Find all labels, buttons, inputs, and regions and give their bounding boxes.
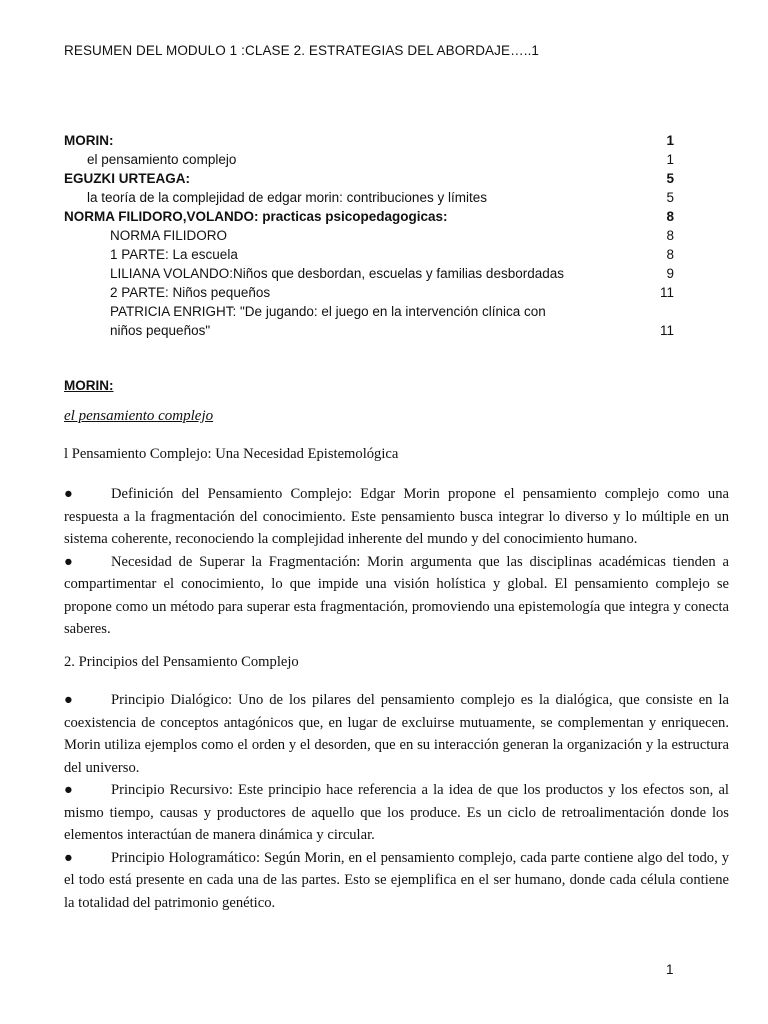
bullet-list (64, 689, 729, 914)
toc-entry-page: 1 (666, 152, 674, 167)
toc-entry-page: 11 (659, 323, 674, 338)
toc-entry[interactable] (64, 302, 674, 340)
toc-entry-page: 1 (666, 133, 674, 148)
bullet-text: Definición del Pensamiento Complejo: Edgar Morin propone el pensamiento complejo como una respuesta a la fragmentación del conocimiento. Este pensamiento busca integrar lo diverso y lo múltiple en un sistema coherente, reconociendo la complejidad inherente del mundo y del conocimiento humano. (64, 486, 729, 547)
content-heading: 2. Principios del Pensamiento Complejo (64, 654, 299, 670)
bullet-icon: ● (64, 849, 73, 866)
content-heading: l Pensamiento Complejo: Una Necesidad Epistemológica (64, 446, 399, 462)
toc-entry[interactable] (64, 226, 674, 245)
table-of-contents (64, 131, 674, 340)
page-number: 1 (666, 962, 674, 977)
bullet-paragraph (64, 483, 729, 551)
toc-entry-page: 8 (666, 209, 674, 224)
toc-entry[interactable] (64, 207, 674, 226)
toc-entry[interactable] (64, 283, 674, 302)
toc-entry-title: 1 PARTE: La escuela (110, 247, 238, 262)
bullet-paragraph (64, 689, 729, 779)
section-title: MORIN: (64, 378, 114, 393)
bullet-paragraph (64, 551, 729, 641)
toc-entry-title: LILIANA VOLANDO:Niños que desbordan, escuelas y familias desbordadas (110, 266, 564, 281)
toc-entry-page: 8 (666, 228, 674, 243)
bullet-text: Principio Dialógico: Uno de los pilares del pensamiento complejo es la dialógica, que consiste en la coexistencia de conceptos antagónicos que, en lugar de excluirse mutuamente, se complementan y enriquecen. Morin utiliza ejemplos como el orden y el desorden, que en su interacción generan la organización y la estructura del universo. (64, 692, 729, 776)
toc-entry-title: el pensamiento complejo (87, 152, 237, 167)
toc-entry-title: NORMA FILIDORO,VOLANDO: practicas psicopedagogicas: (64, 209, 448, 224)
bullet-text: Principio Hologramático: Según Morin, en el pensamiento complejo, cada parte contiene algo del todo, y el todo está presente en cada una de las partes. Esto se ejemplifica en el ser humano, donde cada célula contiene la totalidad del patrimonio genético. (64, 849, 729, 911)
toc-entry[interactable] (64, 188, 674, 207)
document-header: RESUMEN DEL MODULO 1 :CLASE 2. ESTRATEGIAS DEL ABORDAJE…..1 (64, 43, 540, 58)
toc-entry-title: la teoría de la complejidad de edgar morin: contribuciones y límites (87, 190, 487, 205)
bullet-text: Necesidad de Superar la Fragmentación: Morin argumenta que las disciplinas académicas tienden a compartimentar el conocimiento, lo que impide una visión holística y global. El pensamiento complejo se propone como un método para superar esta fragmentación, promoviendo una epistemología que integra y conecta saberes. (64, 553, 729, 637)
toc-entry[interactable] (64, 169, 674, 188)
bullet-icon: ● (64, 782, 73, 798)
toc-entry[interactable] (64, 131, 674, 150)
bullet-text: Principio Recursivo: Este principio hace referencia a la idea de que los productos y los efectos son, al mismo tiempo, causas y productores de aquello que los produce. Es un ciclo de retroalimentación donde los elementos interactúan de manera dinámica y circular. (64, 782, 729, 843)
toc-entry-title: MORIN: (64, 133, 114, 148)
toc-entry-page: 5 (666, 171, 674, 186)
toc-entry-page: 11 (659, 285, 674, 300)
toc-entry[interactable] (64, 245, 674, 264)
bullet-paragraph (64, 847, 729, 915)
bullet-icon: ● (64, 553, 73, 570)
section-subtitle: el pensamiento complejo (64, 408, 214, 424)
toc-entry-title: PATRICIA ENRIGHT: "De jugando: el juego en la intervención clínica con niños pequeños" (110, 304, 546, 338)
bullet-list (64, 483, 729, 641)
toc-entry[interactable] (64, 150, 674, 169)
toc-entry-page: 9 (666, 266, 674, 281)
toc-entry[interactable] (64, 264, 674, 283)
toc-entry-page: 5 (666, 190, 674, 205)
bullet-icon: ● (64, 486, 73, 502)
bullet-paragraph (64, 779, 729, 847)
bullet-icon: ● (64, 692, 73, 708)
toc-entry-page: 8 (666, 247, 674, 262)
toc-entry-title: EGUZKI URTEAGA: (64, 171, 190, 186)
toc-entry-title: NORMA FILIDORO (110, 228, 228, 243)
toc-entry-title: 2 PARTE: Niños pequeños (110, 285, 271, 300)
